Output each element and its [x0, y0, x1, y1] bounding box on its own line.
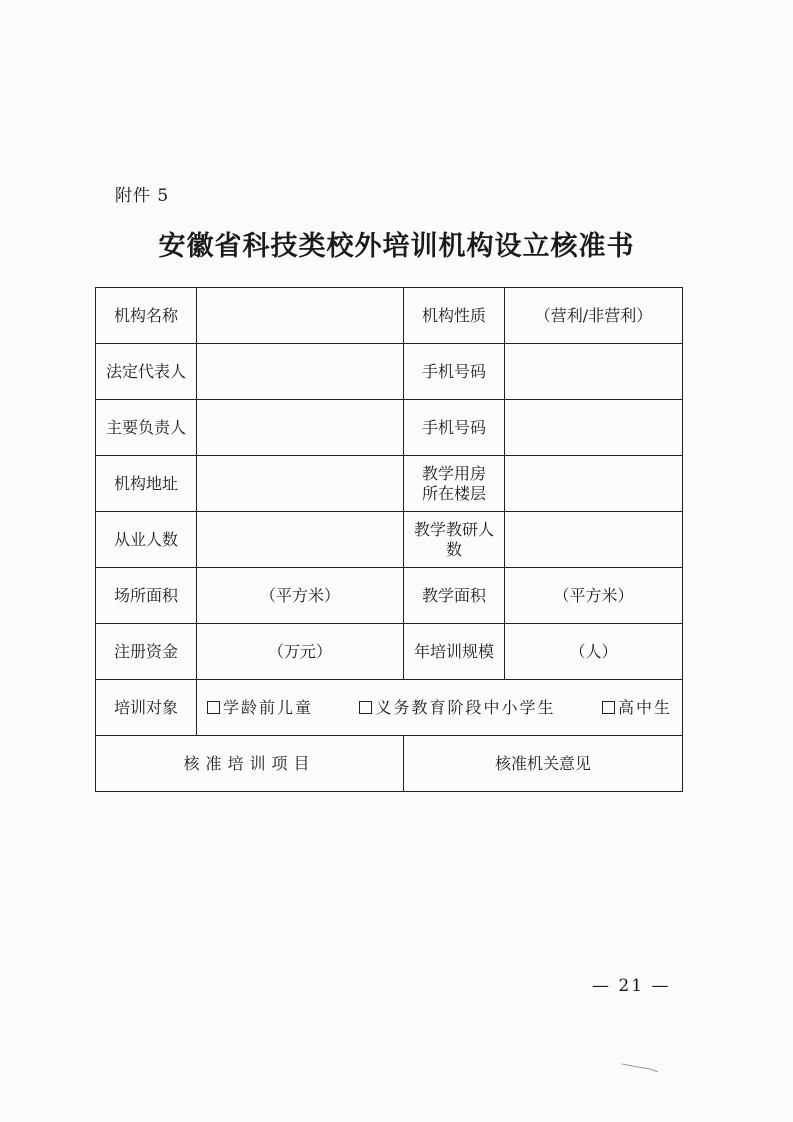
- table-row: [96, 568, 683, 624]
- table-row: [96, 736, 683, 792]
- targets-label: 培训对象: [96, 680, 197, 736]
- principal-field[interactable]: [197, 400, 404, 456]
- annual-scale-label: 年培训规模: [404, 624, 505, 680]
- table-row: [96, 456, 683, 512]
- site-area-field[interactable]: （平方米）: [197, 568, 404, 624]
- checkbox-icon[interactable]: [359, 701, 372, 714]
- address-label: 机构地址: [96, 456, 197, 512]
- teaching-floor-field[interactable]: [505, 456, 683, 512]
- page-title: 安徽省科技类校外培训机构设立核准书: [158, 231, 635, 262]
- teaching-staff-label-line2: 数: [445, 539, 462, 559]
- page-number: — 21 —: [592, 976, 671, 996]
- table-row: [96, 512, 683, 568]
- staff-count-label: 从业人数: [96, 512, 197, 568]
- legal-rep-field[interactable]: [197, 344, 404, 400]
- target-option-preschool[interactable]: [207, 698, 313, 718]
- table-row: [96, 680, 683, 736]
- org-name-field[interactable]: [197, 288, 404, 344]
- teaching-staff-label: [404, 512, 505, 568]
- table-row: [96, 344, 683, 400]
- org-nature-field[interactable]: （营利/非营利）: [505, 288, 683, 344]
- table-row: [96, 624, 683, 680]
- staff-count-field[interactable]: [197, 512, 404, 568]
- legal-rep-phone-label: 手机号码: [404, 344, 505, 400]
- target-option-compulsory[interactable]: [359, 698, 555, 718]
- attachment-label: 附件 5: [115, 186, 170, 206]
- targets-options: [197, 680, 683, 736]
- teaching-area-label: 教学面积: [404, 568, 505, 624]
- scan-mark-decoration: [620, 1060, 660, 1074]
- site-area-label: 场所面积: [96, 568, 197, 624]
- table-row: [96, 288, 683, 344]
- org-name-label: 机构名称: [96, 288, 197, 344]
- legal-rep-label: 法定代表人: [96, 344, 197, 400]
- capital-field[interactable]: （万元）: [197, 624, 404, 680]
- legal-rep-phone-field[interactable]: [505, 344, 683, 400]
- target-option-highschool[interactable]: [602, 698, 672, 718]
- capital-label: 注册资金: [96, 624, 197, 680]
- checkbox-icon[interactable]: [207, 701, 220, 714]
- approval-form-table: [95, 287, 683, 792]
- address-field[interactable]: [197, 456, 404, 512]
- target-option-label: 高中生: [617, 697, 672, 717]
- authority-opinion-header: 核准机关意见: [404, 736, 683, 792]
- target-option-label: 义务教育阶段中小学生: [375, 697, 556, 717]
- approved-items-header: 核准培训项目: [96, 736, 404, 792]
- teaching-floor-label-line2: 所在楼层: [421, 483, 486, 503]
- teaching-floor-label-line1: 教学用房: [421, 463, 486, 483]
- table-row: [96, 400, 683, 456]
- teaching-staff-field[interactable]: [505, 512, 683, 568]
- checkbox-icon[interactable]: [602, 701, 615, 714]
- principal-phone-field[interactable]: [505, 400, 683, 456]
- principal-phone-label: 手机号码: [404, 400, 505, 456]
- target-option-label: 学龄前儿童: [223, 697, 314, 717]
- principal-label: 主要负责人: [96, 400, 197, 456]
- annual-scale-field[interactable]: （人）: [505, 624, 683, 680]
- org-nature-label: 机构性质: [404, 288, 505, 344]
- teaching-area-field[interactable]: （平方米）: [505, 568, 683, 624]
- teaching-floor-label: [404, 456, 505, 512]
- teaching-staff-label-line1: 教学教研人: [413, 519, 494, 539]
